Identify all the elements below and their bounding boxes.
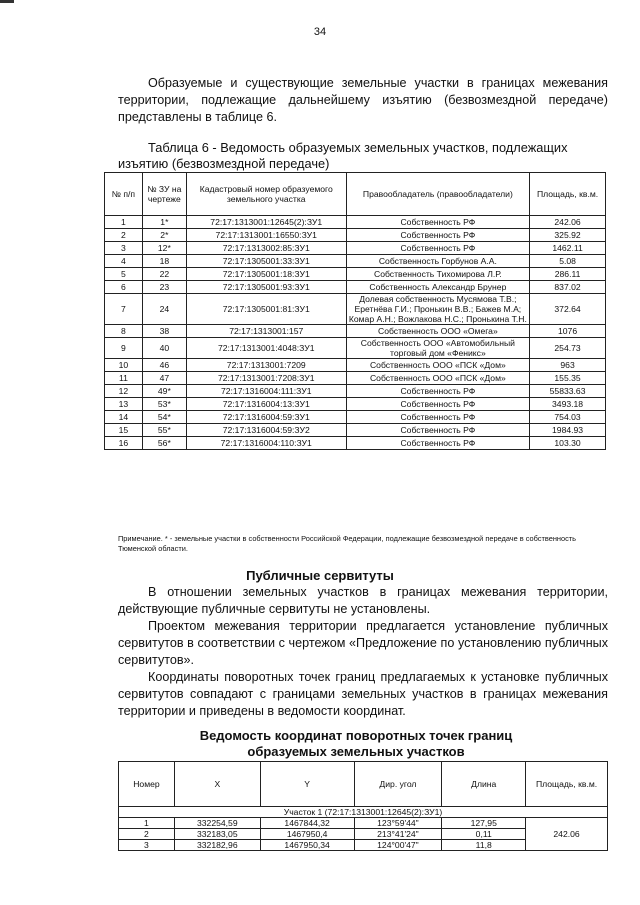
table6-cell: 103.30 xyxy=(530,437,606,450)
table6-header-row xyxy=(105,173,606,216)
table6-row xyxy=(105,398,606,411)
coords-title-line-2: образуемых земельных участков xyxy=(247,744,465,759)
table6-cell: 1462.11 xyxy=(530,242,606,255)
coords-header-cell: Y xyxy=(260,762,354,807)
table6-cell: 18 xyxy=(142,255,186,268)
table6-cell: 72:17:1316004:110:ЗУ1 xyxy=(186,437,346,450)
table6-cell: 22 xyxy=(142,268,186,281)
table6-cell: 155.35 xyxy=(530,372,606,385)
coords-cell: 3 xyxy=(119,840,175,851)
table6-cell: 56* xyxy=(142,437,186,450)
table6-cell: 254.73 xyxy=(530,338,606,359)
table6-row xyxy=(105,424,606,437)
table6-cell: 72:17:1305001:93:ЗУ1 xyxy=(186,281,346,294)
table6-cell: 53* xyxy=(142,398,186,411)
table6-cell: Собственность ООО «Автомобильный торговый дом «Феникс» xyxy=(346,338,530,359)
table6-cell: 47 xyxy=(142,372,186,385)
table6-header-cell: Правообладатель (правообладатели) xyxy=(346,173,530,216)
table6-row xyxy=(105,338,606,359)
table6-cell: Собственность РФ xyxy=(346,398,530,411)
table6-cell: 72:17:1316004:13:ЗУ1 xyxy=(186,398,346,411)
coords-cell: 1467950,34 xyxy=(260,840,354,851)
table6-row xyxy=(105,281,606,294)
table6-cell: 4 xyxy=(105,255,143,268)
table6-cell: 1984.93 xyxy=(530,424,606,437)
table6-cell: 38 xyxy=(142,325,186,338)
coords-cell: 124°00'47" xyxy=(354,840,442,851)
coords-section-label: Участок 1 (72:17:1313001:12645(2):ЗУ1) xyxy=(119,807,608,818)
coords-header-cell: Номер xyxy=(119,762,175,807)
table6-cell: 46 xyxy=(142,359,186,372)
table6-cell: 754.03 xyxy=(530,411,606,424)
table6-note: Примечание. * - земельные участки в собственности Российской Федерации, подлежащие безвозмездной передаче в собственность Тюменской области. xyxy=(118,534,577,553)
coords-table xyxy=(118,761,608,851)
table6-cell: 72:17:1305001:33:ЗУ1 xyxy=(186,255,346,268)
coords-header-cell: X xyxy=(174,762,260,807)
table6-cell: 325.92 xyxy=(530,229,606,242)
table6-header-cell: № п/п xyxy=(105,173,143,216)
table6-cell: 23 xyxy=(142,281,186,294)
table6-cell: Собственность ООО «ПСК «Дом» xyxy=(346,359,530,372)
table6-cell: 5.08 xyxy=(530,255,606,268)
table6-cell: 72:17:1313001:12645(2):ЗУ1 xyxy=(186,216,346,229)
table6-cell: 72:17:1305001:81:ЗУ1 xyxy=(186,294,346,325)
table6-cell: Собственность РФ xyxy=(346,216,530,229)
table6-cell: 5 xyxy=(105,268,143,281)
coords-row xyxy=(119,818,608,829)
coords-cell: 2 xyxy=(119,829,175,840)
table6-cell: 1 xyxy=(105,216,143,229)
table6-header-cell: Площадь, кв.м. xyxy=(530,173,606,216)
table6-row xyxy=(105,255,606,268)
table6-cell: 72:17:1316004:59:ЗУ2 xyxy=(186,424,346,437)
coords-header-cell: Дир. угол xyxy=(354,762,442,807)
table6-cell: 72:17:1316004:111:ЗУ1 xyxy=(186,385,346,398)
table6-cell: 9 xyxy=(105,338,143,359)
table6-row xyxy=(105,216,606,229)
coords-cell: 127,95 xyxy=(442,818,526,829)
table6-cell: 72:17:1305001:18:ЗУ1 xyxy=(186,268,346,281)
coords-cell: 332183,05 xyxy=(174,829,260,840)
table6-cell: 16 xyxy=(105,437,143,450)
table6-caption: Таблица 6 - Ведомость образуемых земельных участков, подлежащих изъятию (безвозмездной передаче) xyxy=(118,140,568,171)
coords-area-cell: 242.06 xyxy=(526,818,608,851)
table6-cell: 3 xyxy=(105,242,143,255)
table6-cell: 3493.18 xyxy=(530,398,606,411)
coords-cell: 11,8 xyxy=(442,840,526,851)
servitudes-paragraph-1: В отношении земельных участков в границах межевания территории, действующие публичные сервитуты не установлены. xyxy=(118,585,608,616)
table6-cell: 72:17:1313002:85:ЗУ1 xyxy=(186,242,346,255)
table6-cell: 242.06 xyxy=(530,216,606,229)
table6-cell: 49* xyxy=(142,385,186,398)
coords-cell: 123°59'44" xyxy=(354,818,442,829)
table6-cell: Собственность Горбунов А.А. xyxy=(346,255,530,268)
table6-cell: 72:17:1313001:16550:ЗУ1 xyxy=(186,229,346,242)
table6-cell: 14 xyxy=(105,411,143,424)
servitudes-paragraph-2: Проектом межевания территории предлагается установление публичных сервитутов в соответствии с чертежом «Предложение по установлению публичных сервитутов». xyxy=(118,619,608,667)
table6-row xyxy=(105,437,606,450)
table6-cell: Собственность ООО «ПСК «Дом» xyxy=(346,372,530,385)
table6 xyxy=(104,172,606,450)
table6-cell: 24 xyxy=(142,294,186,325)
table6-cell: 12 xyxy=(105,385,143,398)
table6-cell: Собственность РФ xyxy=(346,411,530,424)
table6-cell: 40 xyxy=(142,338,186,359)
servitudes-title: Публичные сервитуты xyxy=(246,568,394,583)
table6-body xyxy=(105,216,606,450)
table6-cell: 54* xyxy=(142,411,186,424)
coords-cell: 1467950,4 xyxy=(260,829,354,840)
table6-cell: 13 xyxy=(105,398,143,411)
table6-cell: 72:17:1313001:7208:ЗУ1 xyxy=(186,372,346,385)
table6-cell: 72:17:1316004:59:ЗУ1 xyxy=(186,411,346,424)
table6-cell: 7 xyxy=(105,294,143,325)
table6-row xyxy=(105,229,606,242)
coords-cell: 332254,59 xyxy=(174,818,260,829)
table6-cell: 2 xyxy=(105,229,143,242)
coords-title-line-1: Ведомость координат поворотных точек границ xyxy=(199,728,513,743)
coords-cell: 0,11 xyxy=(442,829,526,840)
table6-row xyxy=(105,385,606,398)
table6-cell: 1* xyxy=(142,216,186,229)
table6-cell: 8 xyxy=(105,325,143,338)
table6-cell: 372.64 xyxy=(530,294,606,325)
table6-row xyxy=(105,294,606,325)
coords-cell: 213°41'24" xyxy=(354,829,442,840)
table6-cell: 286.11 xyxy=(530,268,606,281)
table6-row xyxy=(105,359,606,372)
coords-header-cell: Площадь, кв.м. xyxy=(526,762,608,807)
coords-cell: 1 xyxy=(119,818,175,829)
table6-row xyxy=(105,242,606,255)
table6-row xyxy=(105,325,606,338)
table6-cell: 963 xyxy=(530,359,606,372)
table6-cell: Собственность РФ xyxy=(346,437,530,450)
table6-cell: 15 xyxy=(105,424,143,437)
servitudes-paragraph-3: Координаты поворотных точек границ предлагаемых к установке публичных сервитутов совпадают с границами земельных участков в границах межевания территории и приведены в ведомости координат. xyxy=(118,670,608,718)
table6-header-cell: № ЗУ на чертеже xyxy=(142,173,186,216)
table6-cell: 72:17:1313001:7209 xyxy=(186,359,346,372)
coords-header-row xyxy=(119,762,608,807)
coords-cell: 332182,96 xyxy=(174,840,260,851)
table6-cell: 55* xyxy=(142,424,186,437)
intro-paragraph: Образуемые и существующие земельные участки в границах межевания территории, подлежащие дальнейшему изъятию (безвозмездной передаче) представлены в таблице 6. xyxy=(118,76,608,124)
table6-cell: 11 xyxy=(105,372,143,385)
table6-cell: 6 xyxy=(105,281,143,294)
table6-cell: 72:17:1313001:157 xyxy=(186,325,346,338)
table6-cell: 2* xyxy=(142,229,186,242)
table6-cell: Собственность Александр Брунер xyxy=(346,281,530,294)
table6-row xyxy=(105,372,606,385)
coords-header-cell: Длина xyxy=(442,762,526,807)
table6-cell: 1076 xyxy=(530,325,606,338)
corner-scan-mark xyxy=(0,0,14,3)
table6-cell: Долевая собственность Мусямова Т.В.; Еретнёва Г.И.; Пронькин В.В.; Бажев М.А; Комар А.Н.; Вожлакова Н.С.; Пронькина Т.Н. xyxy=(346,294,530,325)
table6-cell: Собственность РФ xyxy=(346,229,530,242)
table6-cell: 72:17:1313001:4048:ЗУ1 xyxy=(186,338,346,359)
table6-cell: Собственность РФ xyxy=(346,242,530,255)
table6-header-cell: Кадастровый номер образуемого земельного участка xyxy=(186,173,346,216)
table6-cell: 12* xyxy=(142,242,186,255)
table6-cell: Собственность Тихомирова Л.Р. xyxy=(346,268,530,281)
coords-section-row xyxy=(119,807,608,818)
table6-cell: 837.02 xyxy=(530,281,606,294)
table6-cell: Собственность РФ xyxy=(346,385,530,398)
table6-row xyxy=(105,411,606,424)
table6-cell: 10 xyxy=(105,359,143,372)
table6-cell: Собственность ООО «Омега» xyxy=(346,325,530,338)
table6-cell: Собственность РФ xyxy=(346,424,530,437)
page-number: 34 xyxy=(313,26,327,38)
coords-cell: 1467844,32 xyxy=(260,818,354,829)
table6-row xyxy=(105,268,606,281)
table6-cell: 55833.63 xyxy=(530,385,606,398)
